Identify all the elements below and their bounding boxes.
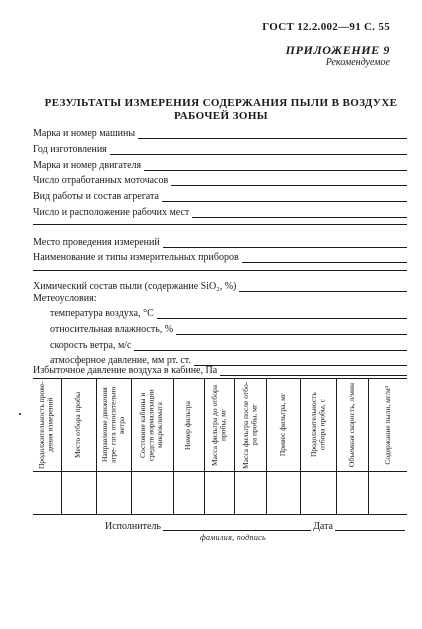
table-header-cell	[131, 379, 173, 472]
fill-line[interactable]	[192, 208, 407, 218]
table-header-cell	[61, 379, 96, 472]
fill-line[interactable]	[176, 325, 407, 335]
table-cell[interactable]	[368, 472, 407, 515]
field-instruments-label: Наименование и типы измерительных приборов	[33, 252, 239, 263]
field-instruments[interactable]	[33, 250, 407, 264]
signature-caption: фамилия, подпись	[200, 533, 266, 542]
field-place-label: Место проведения измерений	[33, 237, 160, 248]
performer-label: Исполнитель	[105, 521, 161, 532]
field-wind[interactable]	[50, 338, 407, 352]
table-header-cell	[266, 379, 300, 472]
table-cell[interactable]	[300, 472, 336, 515]
table-cell[interactable]	[204, 472, 234, 515]
performer-signature-line[interactable]	[163, 521, 311, 531]
column-header: Объемная скорость, л/мин	[346, 382, 356, 468]
date-line[interactable]	[335, 521, 405, 531]
table-cell[interactable]	[266, 472, 300, 515]
fill-line[interactable]	[144, 161, 407, 171]
field-chem[interactable]	[33, 279, 407, 293]
blank-line[interactable]	[33, 270, 407, 271]
column-header: Место отбора пробы	[73, 391, 83, 459]
table-row[interactable]	[33, 472, 407, 515]
fill-line[interactable]	[138, 129, 407, 139]
column-header: Содержание пыли, мг/м³	[382, 385, 392, 465]
fill-line[interactable]	[162, 192, 407, 202]
table-cell[interactable]	[336, 472, 368, 515]
page-title-line-2: РАБОЧЕЙ ЗОНЫ	[174, 110, 268, 122]
scan-speck	[19, 413, 21, 415]
meteo-label: Метеоусловия:	[33, 293, 97, 304]
field-overpressure[interactable]	[33, 363, 407, 377]
table-header-cell	[336, 379, 368, 472]
page-title-line-1: РЕЗУЛЬТАТЫ ИЗМЕРЕНИЯ СОДЕРЖАНИЯ ПЫЛИ В ВОЗДУХЕ	[44, 97, 398, 109]
fill-line[interactable]	[239, 282, 407, 292]
table-cell[interactable]	[33, 472, 61, 515]
field-wind-label: скорость ветра, м/с	[50, 340, 132, 351]
table-header-row	[33, 379, 407, 472]
field-pressure-label: атмосферное давление, мм рт. ст.	[50, 355, 191, 366]
standard-header: ГОСТ 12.2.002—91 С. 55	[262, 21, 390, 33]
field-workplaces[interactable]	[33, 205, 407, 219]
blank-line[interactable]	[33, 224, 407, 225]
field-year-label: Год изготовления	[33, 144, 107, 155]
fill-line[interactable]	[163, 238, 407, 248]
field-engine-label: Марка и номер двигателя	[33, 160, 142, 171]
field-overpressure-label: Избыточное давление воздуха в кабине, Па	[33, 365, 218, 376]
measurement-table	[33, 378, 407, 515]
column-header: Состояние кабины и средств нормализации микроклимата	[138, 389, 165, 461]
fill-line[interactable]	[134, 341, 407, 351]
table-cell[interactable]	[131, 472, 173, 515]
field-hours-label: Число отработанных моточасов	[33, 175, 169, 186]
field-temperature-label: температура воздуха, °С	[50, 308, 154, 319]
column-header: Продолжительность прове- дения измерений	[37, 381, 55, 469]
table-header-cell	[173, 379, 204, 472]
field-temperature[interactable]	[50, 306, 407, 320]
column-header: Масса фильтра после отбо- ра пробы, мг	[240, 381, 258, 469]
signature-row	[105, 521, 405, 532]
column-header: Масса фильтра до отбора пробы, мг	[209, 384, 227, 466]
field-hours[interactable]	[33, 173, 407, 187]
column-header: Номер фильтра	[183, 400, 193, 450]
fill-line[interactable]	[110, 145, 407, 155]
column-header: Привес фильтра, мг	[277, 393, 287, 457]
field-work[interactable]	[33, 189, 407, 203]
field-machine[interactable]	[33, 126, 407, 140]
field-place[interactable]	[33, 235, 407, 249]
table-cell[interactable]	[173, 472, 204, 515]
table-header-cell	[96, 379, 131, 472]
fill-line[interactable]	[220, 366, 407, 376]
field-chem-label: Химический состав пыли (содержание SiO₂, %)	[33, 281, 237, 292]
table-header-cell	[204, 379, 234, 472]
fill-line[interactable]	[171, 176, 407, 186]
table-cell[interactable]	[61, 472, 96, 515]
fill-line[interactable]	[157, 309, 407, 319]
field-humidity-label: относительная влажность, %	[50, 324, 174, 335]
field-machine-label: Марка и номер машины	[33, 128, 136, 139]
recommended-label: Рекомендуемое	[325, 57, 390, 68]
field-humidity[interactable]	[50, 322, 407, 336]
column-header: Продолжительность отбора пробы, с	[308, 392, 326, 458]
field-engine[interactable]	[33, 158, 407, 172]
fill-line[interactable]	[242, 253, 407, 263]
column-header: Направление движения агре- гата относительно ветра	[99, 386, 126, 464]
table-header-cell	[368, 379, 407, 472]
date-label: Дата	[313, 521, 333, 532]
table-header-cell	[234, 379, 266, 472]
field-year[interactable]	[33, 142, 407, 156]
field-work-label: Вид работы и состав агрегата	[33, 191, 159, 202]
field-workplaces-label: Число и расположение рабочих мест	[33, 207, 190, 218]
table-cell[interactable]	[234, 472, 266, 515]
table-header-cell	[300, 379, 336, 472]
table-header-cell	[33, 379, 61, 472]
table-cell[interactable]	[96, 472, 131, 515]
appendix-label: ПРИЛОЖЕНИЕ 9	[285, 43, 390, 57]
